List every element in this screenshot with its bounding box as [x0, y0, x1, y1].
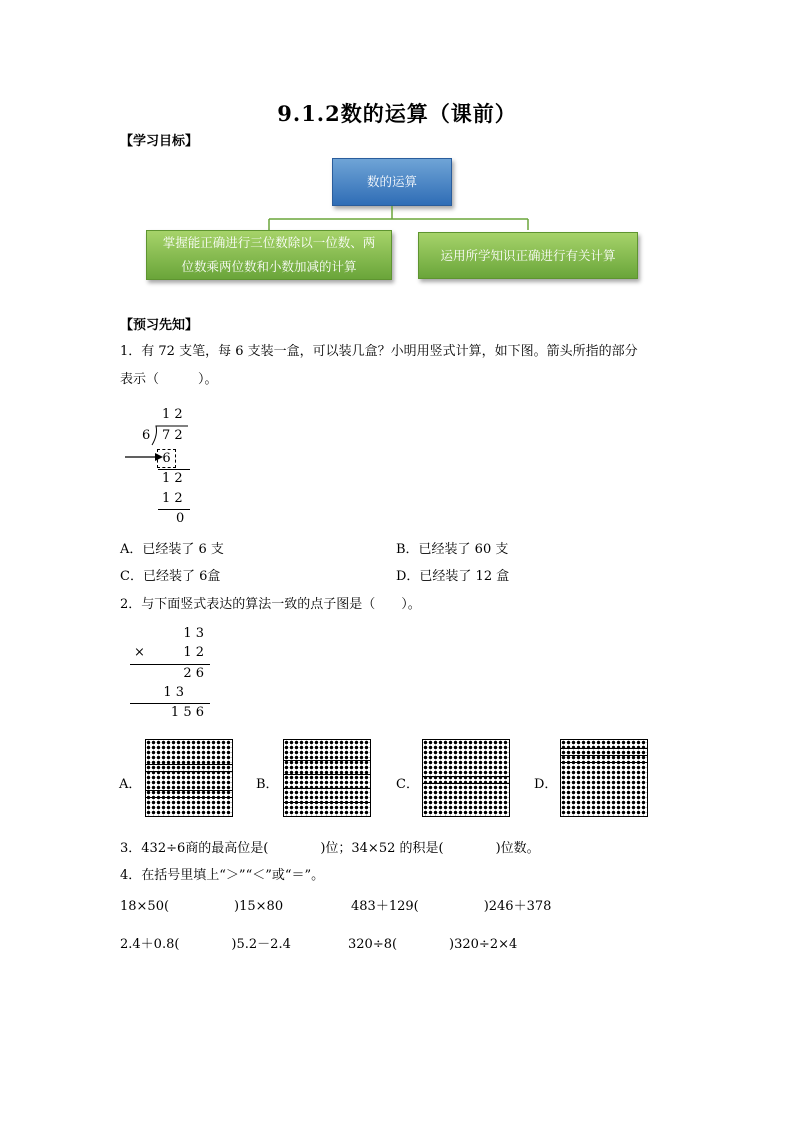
division-rule2 — [158, 509, 190, 510]
division-quotient: 1 2 — [162, 407, 183, 422]
dotgrid-label-b: B． — [256, 777, 279, 792]
mult-top: 1 3 — [183, 626, 204, 641]
multiplication — [128, 624, 210, 724]
mult-partial1: 2 6 — [183, 666, 204, 681]
dotgrid-label-a: A． — [119, 777, 142, 792]
mult-rule1 — [130, 664, 210, 665]
diagram-right-box: 运用所学知识正确进行有关计算 — [418, 232, 638, 279]
dotgrid-c[interactable] — [422, 739, 510, 817]
q1-line1: 1．有 72 支笔，每 6 支装一盒，可以装几盒？小明用竖式计算，如下图。箭头所指的部分 — [120, 344, 638, 359]
division-rule1 — [158, 469, 190, 470]
section-learning-goals: 【学习目标】 — [120, 134, 199, 149]
dotgrid-label-d: D． — [534, 777, 558, 792]
diagram-left-line2: 位数乘两位数和小数加减的计算 — [181, 259, 357, 274]
diagram-left-line1: 掌握能正确进行三位数除以一位数、两 — [162, 235, 376, 250]
q3-text: 3．432÷6商的最高位是( )位；34×52 的积是( )位数。 — [120, 841, 540, 856]
diagram-connectors — [0, 0, 794, 300]
q4-item-b: 483＋129( )246＋378 — [351, 899, 552, 914]
mult-second: 1 2 — [183, 645, 204, 660]
q2-stem: 2．与下面竖式表达的算法一致的点子图是（ ）。 — [120, 597, 421, 612]
dotgrid-a[interactable] — [145, 739, 233, 817]
division-sub2: 1 2 — [162, 491, 183, 506]
q4-item-a: 18×50( )15×80 — [120, 899, 284, 914]
q1-option-c: C．已经装了 6盒 — [120, 569, 221, 584]
mult-partial2: 1 3 — [163, 685, 184, 700]
q1-line2: 表示（ ）。 — [120, 372, 218, 387]
q4-item-d: 320÷8( )320÷2×4 — [348, 937, 518, 952]
division-divisor: 6 — [142, 428, 151, 443]
mult-result: 1 5 6 — [170, 705, 204, 720]
q4-stem: 4．在括号里填上“＞”“＜”或“＝”。 — [120, 868, 325, 883]
mult-times: × — [134, 645, 145, 660]
division-rem2: 0 — [176, 511, 185, 526]
long-division — [120, 405, 220, 530]
q1-option-b: B．已经装了 60 支 — [396, 542, 509, 557]
division-rem1: 1 2 — [162, 471, 183, 486]
dotgrid-label-c: C． — [396, 777, 419, 792]
q4-item-c: 2.4＋0.8( )5.2－2.4 — [120, 937, 291, 952]
dotgrid-d[interactable] — [560, 739, 648, 817]
section-preview: 【预习先知】 — [120, 318, 199, 333]
diagram-left-box — [146, 230, 392, 280]
division-sub1-boxed: 6 — [157, 449, 176, 468]
dotgrid-b[interactable] — [283, 739, 371, 817]
diagram-root-box: 数的运算 — [332, 158, 452, 206]
mult-rule2 — [130, 703, 210, 704]
q1-option-a: A．已经装了 6 支 — [120, 542, 224, 557]
division-dividend: 7 2 — [162, 428, 183, 443]
page-title: 9.1.2数的运算（课前） — [277, 101, 517, 126]
q1-option-d: D．已经装了 12 盒 — [396, 569, 510, 584]
